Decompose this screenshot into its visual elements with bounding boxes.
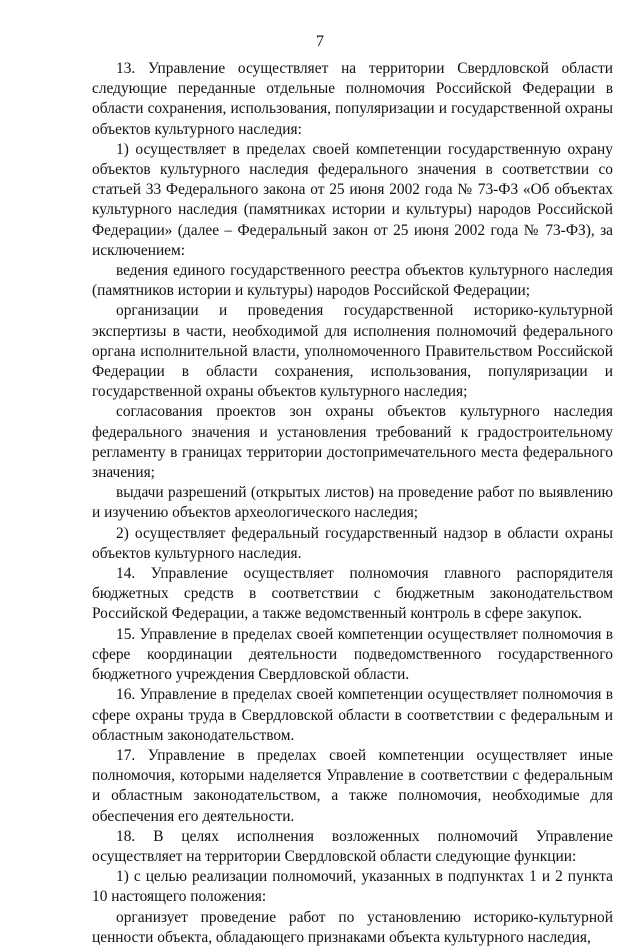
- paragraph: 1) с целью реализации полномочий, указанных в подпунктах 1 и 2 пункта 10 настоящего положения:: [92, 868, 613, 906]
- paragraph: организует проведение работ по установлению историко-культурной ценности объекта, обладающего признаками объекта культурного наследия,: [92, 908, 613, 946]
- paragraph: выдачи разрешений (открытых листов) на проведение работ по выявлению и изучению объектов археологического наследия;: [92, 484, 613, 522]
- page-number: 7: [316, 33, 324, 50]
- document-body: [92, 59, 613, 948]
- paragraph: организации и проведения государственной историко-культурной экспертизы в части, необходимой для исполнения полномочий федерального органа исполнительной власти, уполномоченного Правительством Российской Федерации в области сохранения, использования, популяризации и государственной охраны объектов культурного наследия;: [92, 302, 613, 401]
- paragraph: 16. Управление в пределах своей компетенции осуществляет полномочия в сфере охраны труда в Свердловской области в соответствии с федеральным и областным законодательством.: [92, 686, 613, 744]
- paragraph: 15. Управление в пределах своей компетенции осуществляет полномочия в сфере координации деятельности подведомственного государственного бюджетного учреждения Свердловской области.: [92, 625, 613, 684]
- paragraph: 14. Управление осуществляет полномочия главного распорядителя бюджетных средств в соответствии с бюджетным законодательством Российской Федерации, а также ведомственный контроль в сфере закупок.: [92, 565, 613, 623]
- paragraph: 17. Управление в пределах своей компетенции осуществляет иные полномочия, которыми наделяется Управление в соответствии с федеральным и областным законодательством, а также полномочия, необходимые для обеспечения его деятельности.: [92, 746, 613, 825]
- paragraph: 1) осуществляет в пределах своей компетенции государственную охрану объектов культурного наследия федерального значения в соответствии со статьей 33 Федерального закона от 25 июня 2002 года № 73-ФЗ «Об объектах культурного наследия (памятниках истории и культуры) народов Российской Федерации» (далее – Федеральный закон от 25 июня 2002 года № 73-ФЗ), за исключением:: [92, 140, 613, 259]
- paragraph: 13. Управление осуществляет на территории Свердловской области следующие переданные отдельные полномочия Российской Федерации в области сохранения, использования, популяризации и государственной охраны объектов культурного наследия:: [92, 60, 613, 138]
- paragraph: согласования проектов зон охраны объектов культурного наследия федерального значения и установления требований к градостроительному регламенту в границах территории достопримечательного места федерального значения;: [92, 403, 613, 482]
- paragraph: 2) осуществляет федеральный государственный надзор в области охраны объектов культурного наследия.: [92, 524, 613, 562]
- paragraph: 18. В целях исполнения возложенных полномочий Управление осуществляет на территории Свердловской области следующие функции:: [92, 827, 613, 865]
- paragraph: ведения единого государственного реестра объектов культурного наследия (памятников истории и культуры) народов Российской Федерации;: [92, 262, 613, 300]
